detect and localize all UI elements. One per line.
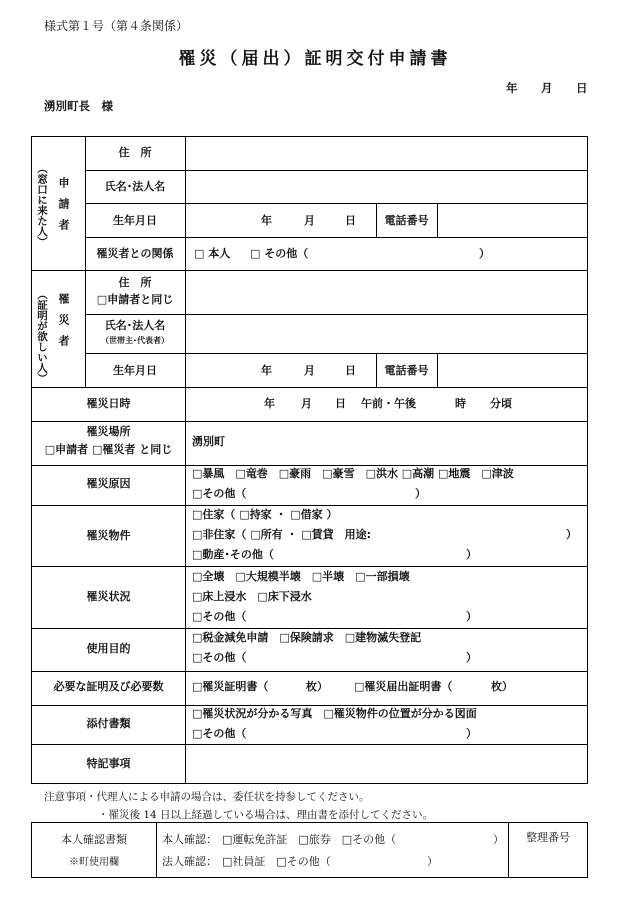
header-date-day: 日 [576,81,588,95]
header-date-month: 月 [541,81,553,95]
victim-group-label: 罹災者 [57,293,70,356]
corp-id-close: ） [427,855,438,868]
person-id-options[interactable]: □運転免許証 □旅券 □その他（ [222,833,397,846]
victim-birth-label: 生年月日 [113,364,157,377]
disaster-hour: 時 [455,397,466,410]
disaster-cause-options[interactable]: □暴風 □竜巻 □豪雨 □豪雪 □洪水 □高潮 □地震 □津波 [192,467,514,480]
disaster-cause-other-checkbox[interactable]: □その他（ [192,487,247,500]
status-flood-options[interactable]: □床上浸水 □床下浸水 [192,590,312,603]
office-use-table [31,822,588,878]
status-other-checkbox[interactable]: □その他（ [192,610,247,623]
victim-birth-month: 月 [304,364,315,377]
disaster-cause-other-close: ） [415,487,426,500]
office-use-note: ※町使用欄 [69,857,119,868]
certificate-report-unit: 枚） [491,680,513,693]
applicant-birth-label: 生年月日 [113,214,157,227]
victim-want-note: （証明が欲しい人） [36,289,48,384]
certificate-disaster-checkbox[interactable]: □罹災証明書（ [192,680,269,693]
disaster-place-same-checkboxes[interactable]: □申請者 □罹災者 と同じ [44,443,173,456]
disaster-minute: 分頃 [490,397,512,410]
disaster-ampm: 午前・午後 [361,397,416,410]
disaster-cause-label: 罹災原因 [86,477,131,490]
applicant-phone-label: 電話番号 [384,214,429,227]
purpose-label: 使用目的 [86,642,131,655]
application-form-table [31,136,588,784]
victim-birth-year: 年 [261,364,272,377]
certificate-disaster-unit: 枚） [306,680,328,693]
relation-self-checkbox[interactable]: □ 本人 [194,247,231,260]
property-movable-close: ） [466,548,477,561]
remarks-label: 特記事項 [86,757,131,770]
purpose-other-checkbox[interactable]: □その他（ [192,651,247,664]
purpose-options[interactable]: □税金減免申請 □保険請求 □建物滅失登記 [192,631,422,644]
victim-same-as-applicant-checkbox[interactable]: □申請者と同じ [96,293,174,306]
victim-name-label: 氏名･法人名 [104,319,166,332]
disaster-place-label: 罹災場所 [86,425,131,438]
page-title: 罹災（届出）証明交付申請書 [178,49,452,69]
note-proxy: 注意事項・代理人による申請の場合は、委任状を持参してください。 [44,791,370,803]
purpose-other-close: ） [466,651,477,664]
reference-number-label: 整理番号 [526,831,570,844]
applicant-birth-day: 日 [345,214,356,227]
applicant-name-label: 氏名･法人名 [104,180,166,193]
victim-address-label: 住 所 [118,276,152,289]
disaster-property-label: 罹災物件 [86,529,131,542]
corp-id-options[interactable]: □社員証 □その他（ [222,855,331,868]
status-damage-options[interactable]: □全壊 □大規模半壊 □半壊 □一部損壊 [192,570,410,583]
attachment-other-checkbox[interactable]: □その他（ [192,727,247,740]
applicant-birth-month: 月 [304,214,315,227]
relation-other-close: ） [479,247,490,260]
victim-phone-label: 電話番号 [384,364,429,377]
applicant-relation-label: 罹災者との関係 [96,247,174,260]
person-id-close: ） [493,833,504,846]
disaster-day: 日 [335,397,346,410]
disaster-month: 月 [301,397,312,410]
relation-other-checkbox[interactable]: □ その他（ [250,247,309,260]
disaster-place-value: 湧別町 [192,435,225,448]
victim-name-sub: （世帯主･代表者） [101,336,169,345]
applicant-window-note: （窓口に来た人） [36,163,48,247]
property-movable-checkbox[interactable]: □動産･その他（ [192,548,274,561]
property-nonhouse-options[interactable]: □非住家（ □所有 ・ □賃貸 用途: [192,528,372,541]
applicant-birth-year: 年 [261,214,272,227]
disaster-year: 年 [264,397,275,410]
attachment-other-close: ） [466,727,477,740]
applicant-group-label: 申請者 [57,177,70,240]
attachments-label: 添付書類 [86,717,131,730]
victim-birth-day: 日 [345,364,356,377]
property-house-options[interactable]: □住家（ □持家 ・ □借家 ） [192,508,338,521]
form-number-label: 様式第１号（第４条関係） [44,19,189,33]
disaster-datetime-label: 罹災日時 [86,397,131,410]
id-docs-label: 本人確認書類 [61,833,127,846]
person-id-label: 本人確認： [162,833,217,846]
applicant-address-label: 住 所 [118,146,152,159]
addressee: 湧別町長 様 [44,99,113,113]
attachment-options[interactable]: □罹災状況が分かる写真 □罹災物件の位置が分かる図面 [192,707,477,720]
status-other-close: ） [466,610,477,623]
note-late-application: ・罹災後 14 日以上経過している場合は、理由書を添付してください。 [98,809,434,821]
certificate-report-checkbox[interactable]: □罹災届出証明書（ [354,680,453,693]
corp-id-label: 法人確認： [162,855,217,868]
header-date-year: 年 [506,81,518,95]
disaster-status-label: 罹災状況 [86,590,131,603]
certificates-label: 必要な証明及び必要数 [53,680,164,693]
property-nonhouse-close: ） [566,528,577,541]
